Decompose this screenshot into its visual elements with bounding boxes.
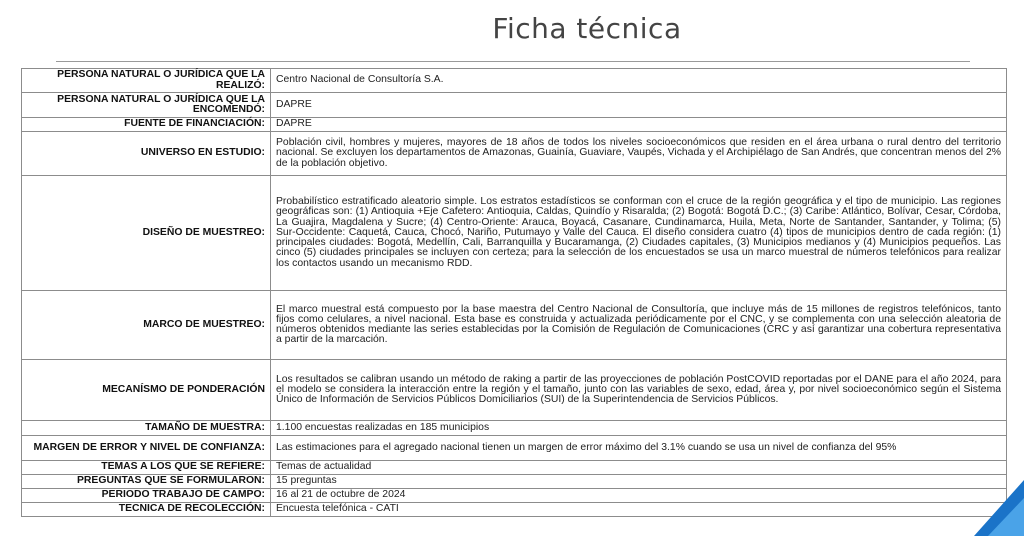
- row-label: MECANÍSMO DE PONDERACIÓN: [22, 360, 271, 421]
- row-label: TEMAS A LOS QUE SE REFIERE:: [22, 461, 271, 475]
- row-value: Temas de actualidad: [271, 461, 1007, 475]
- table-row: [22, 69, 1007, 93]
- row-value: Las estimaciones para el agregado nacional tienen un margen de error máximo del 3.1% cuando se usa un nivel de confianza del 95%: [271, 436, 1007, 461]
- row-value: DAPRE: [271, 118, 1007, 132]
- row-value: 15 preguntas: [271, 475, 1007, 489]
- title-divider: [56, 61, 970, 62]
- row-label: PREGUNTAS QUE SE FORMULARON:: [22, 475, 271, 489]
- table-row: [22, 475, 1007, 489]
- row-label: PERSONA NATURAL O JURÍDICA QUE LA REALIZÓ:: [22, 69, 271, 93]
- page-title: Ficha técnica: [492, 12, 682, 45]
- row-value: DAPRE: [271, 93, 1007, 118]
- technical-sheet-table: [21, 68, 1007, 517]
- table-row: [22, 118, 1007, 132]
- table-row: [22, 93, 1007, 118]
- corner-decoration: [974, 480, 1024, 536]
- row-label: MARGEN DE ERROR Y NIVEL DE CONFIANZA:: [22, 436, 271, 461]
- table-row: [22, 360, 1007, 421]
- table-row: [22, 421, 1007, 436]
- row-label: UNIVERSO EN ESTUDIO:: [22, 132, 271, 176]
- row-value: Encuesta telefónica - CATI: [271, 503, 1007, 517]
- table-row: [22, 291, 1007, 360]
- table-row: [22, 176, 1007, 291]
- row-value: Centro Nacional de Consultoría S.A.: [271, 69, 1007, 93]
- row-value: Probabilístico estratificado aleatorio simple. Los estratos estadísticos se conforman con el cruce de la región geográfica y el tipo de municipio. Las regiones geográficas son: (1) Antioquia +Eje Cafetero: Antioquia, Caldas, Quindío y Risaralda; (2) Bogotá: Bogotá D.C.; (3) Caribe: Atlántico, Bolívar, Cesar, Córdoba, La Guajira, Magdalena y Sucre; (4) Centro-Oriente: Arauca, Boyacá, Casanare, Cundinamarca, Huila, Meta, Norte de Santander, Santander, y Tolima; (5) Sur-Occidente: Caquetá, Cauca, Chocó, Nariño, Putumayo y Valle del Cauca. El diseño considera cuatro (4) tipos de municipios dentro de cada región: (1) principales ciudades: Bogotá, Medellín, Cali, Barranquilla y Bucaramanga, (2) Ciudades capitales, (3) Municipios medianos y (4) Municipios pequeños. Las cinco (5) ciudades principales se incluyen con certeza; para la selección de los encuestados se usa un marco muestral de números telefónicos para realizar los contactos usando un mecanismo RDD.: [271, 176, 1007, 291]
- table-row: [22, 489, 1007, 503]
- row-label: TECNICA DE RECOLECCIÓN:: [22, 503, 271, 517]
- table-row: [22, 461, 1007, 475]
- row-label: PERIODO TRABAJO DE CAMPO:: [22, 489, 271, 503]
- row-label: PERSONA NATURAL O JURÍDICA QUE LA ENCOMENDÓ:: [22, 93, 271, 118]
- row-value: Los resultados se calibran usando un método de raking a partir de las proyecciones de población PostCOVID reportadas por el DANE para el año 2024, para el modelo se considera la interacción entre la región y el tamaño, junto con las variables de sexo, edad, área y, por nivel socioeconómico según el Sistema Único de Información de Servicios Públicos Domiciliarios (SUI) de la Superintendencia de Servicios Públicos.: [271, 360, 1007, 421]
- row-label: FUENTE DE FINANCIACIÓN:: [22, 118, 271, 132]
- row-label: TAMAÑO DE MUESTRA:: [22, 421, 271, 436]
- row-label: DISEÑO DE MUESTREO:: [22, 176, 271, 291]
- table-row: [22, 503, 1007, 517]
- table-row: [22, 436, 1007, 461]
- table-row: [22, 132, 1007, 176]
- row-value: El marco muestral está compuesto por la base maestra del Centro Nacional de Consultoría, que incluye más de 15 millones de registros telefónicos, tanto fijos como celulares, a nivel nacional. Esta base es construida y actualizada periódicamente por el CNC, y se complementa con una selección aleatoria de números obtenidos mediante las series establecidas por la Comisión de Regulación de Comunicaciones (CRC y así garantizar una cobertura representativa a partir de la marcación.: [271, 291, 1007, 360]
- row-value: 1.100 encuestas realizadas en 185 municipios: [271, 421, 1007, 436]
- row-value: 16 al 21 de octubre de 2024: [271, 489, 1007, 503]
- row-value: Población civil, hombres y mujeres, mayores de 18 años de todos los niveles socioeconómicos que residen en el área urbana o rural dentro del territorio nacional. Se excluyen los departamentos de Amazonas, Guainía, Guaviare, Vaupés, Vichada y el Archipiélago de San Andrés, que concentran menos del 2% de la población objetivo.: [271, 132, 1007, 176]
- row-label: MARCO DE MUESTREO:: [22, 291, 271, 360]
